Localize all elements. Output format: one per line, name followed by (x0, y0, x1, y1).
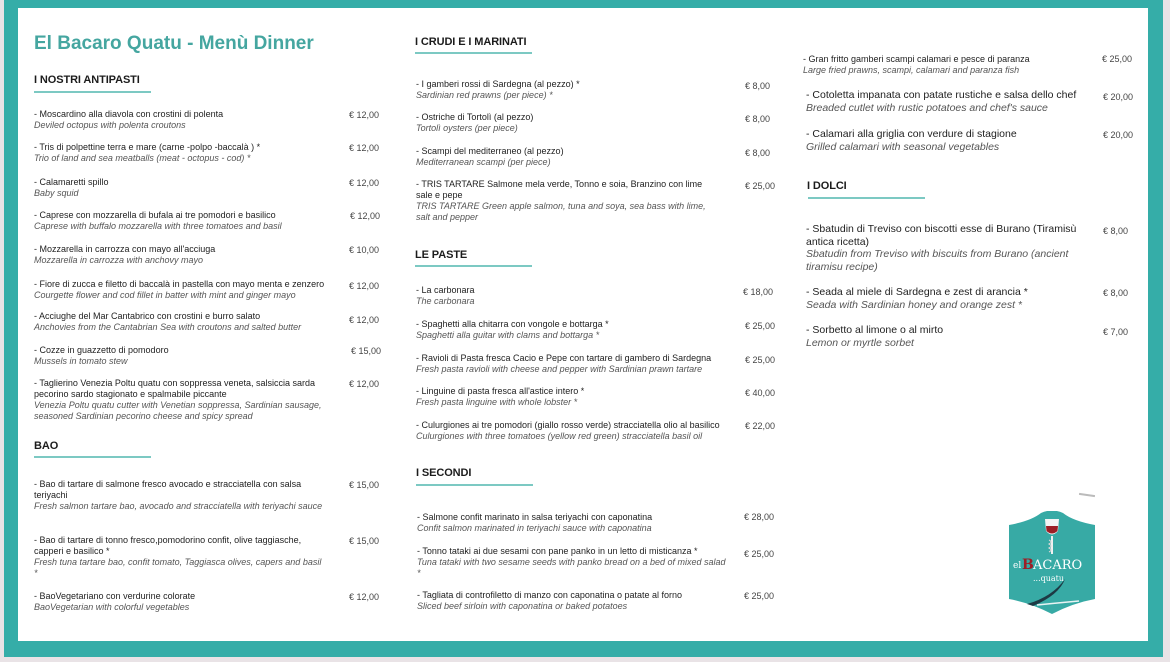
menu-item (34, 109, 339, 131)
item-description: Anchovies from the Cantabrian Sea with croutons and salted butter (34, 322, 302, 332)
item-price: € 12,00 (349, 178, 380, 188)
menu-item (34, 142, 339, 164)
item-price: € 12,00 (349, 281, 380, 291)
menu-item (417, 512, 737, 534)
menu-item (34, 279, 346, 301)
item-price: € 20,00 (1103, 92, 1134, 102)
item-description: Caprese with buffalo mozzarella with three tomatoes and basil (34, 221, 282, 231)
item-name: - Tris di polpettine terra e mare (carne -polpo -baccalà ) * (34, 142, 261, 152)
item-name: - Tagliata di controfiletto di manzo con caponatina o patate al forno (417, 590, 683, 600)
item-price: € 12,00 (349, 110, 380, 120)
item-name: - Calamaretti spillo (34, 177, 109, 187)
item-name: - Spaghetti alla chitarra con vongole e bottarga * (416, 319, 609, 329)
item-description: Mediterranean scampi (per piece) (416, 157, 551, 167)
item-price: € 25,00 (744, 591, 775, 601)
item-name: - Caprese con mozzarella di bufala ai tre pomodori e basilico (34, 210, 276, 220)
item-price: € 15,00 (351, 346, 382, 356)
item-price: € 18,00 (743, 287, 774, 297)
svg-text:el: el (1013, 561, 1022, 571)
menu-item (34, 244, 339, 266)
menu-item (416, 353, 741, 375)
item-description: Confit salmon marinated in teriyachi sauce with caponatina (417, 523, 652, 533)
menu-item (806, 223, 1086, 273)
item-description: Baby squid (34, 188, 79, 198)
item-description: Fresh tuna tartare bao, confit tomato, Taggiasca olives, capers and basil * (34, 557, 322, 578)
section-underline (34, 91, 151, 93)
item-name: - Cozze in guazzetto di pomodoro (34, 345, 169, 355)
item-name: - Gran fritto gamberi scampi calamari e pesce di paranza (803, 54, 1030, 64)
menu-item (417, 546, 727, 579)
svg-text:B: B (1022, 557, 1034, 573)
item-name: - La carbonara (416, 285, 475, 295)
item-description: Large fried prawns, scampi, calamari and paranza fish (803, 65, 1020, 75)
item-description: Fresh salmon tartare bao, avocado and stracciatella with teriyachi sauce (34, 501, 323, 511)
item-description: Tortolì oysters (per piece) (416, 123, 518, 133)
item-price: € 15,00 (349, 480, 380, 490)
section-underline (415, 265, 532, 267)
item-description: Sardinian red prawns (per piece) * (416, 90, 553, 100)
item-name: - Ravioli di Pasta fresca Cacio e Pepe con tartare di gambero di Sardegna (416, 353, 712, 363)
item-price: € 7,00 (1103, 327, 1129, 337)
item-name: - Tonno tataki ai due sesami con pane panko in un letto di misticanza * (417, 546, 698, 556)
item-price: € 25,00 (745, 355, 776, 365)
item-price: € 12,00 (349, 379, 380, 389)
menu-item (416, 112, 726, 134)
item-description: Grilled calamari with seasonal vegetables (806, 140, 1000, 153)
item-description: Sbatudin from Treviso with biscuits from Burano (ancient tiramisu recipe) (806, 248, 1069, 273)
item-price: € 12,00 (349, 315, 380, 325)
item-description: Fresh pasta ravioli with cheese and pepper with Sardinian prawn tartare (416, 364, 703, 374)
menu-item (803, 54, 1093, 76)
item-price: € 25,00 (745, 321, 776, 331)
item-name: - TRIS TARTARE Salmone mela verde, Tonno e soia, Branzino con lime sale e pepe (416, 179, 703, 200)
item-name: - I gamberi rossi di Sardegna (al pezzo) * (416, 79, 580, 89)
item-description: TRIS TARTARE Green apple salmon, tuna and soya, sea bass with lime, salt and pepper (416, 201, 706, 222)
restaurant-logo (1007, 511, 1097, 615)
menu-item (416, 319, 736, 341)
item-description: Venezia Poltu quatu cutter with Venetian soppressa, Sardinian sausage, seasoned Sardinian pecorino cheese and spicy spread (34, 400, 322, 421)
section-underline (34, 456, 151, 458)
item-price: € 20,00 (1103, 130, 1134, 140)
section-title-secondi: I SECONDI (416, 467, 472, 479)
section-underline (416, 484, 533, 486)
item-price: € 40,00 (745, 388, 776, 398)
item-name: - Moscardino alla diavola con crostini di polenta (34, 109, 224, 119)
menu-item (806, 89, 1096, 114)
menu-item (806, 128, 1096, 153)
menu-item (416, 146, 726, 168)
item-price: € 25,00 (1102, 54, 1133, 64)
item-name: - Sorbetto al limone o al mirto (806, 324, 944, 336)
item-name: - Calamari alla griglia con verdure di stagione (806, 128, 1017, 140)
menu-item (34, 345, 339, 367)
item-description: Deviled octopus with polenta croutons (34, 120, 186, 130)
section-title-dolci: I DOLCI (807, 180, 847, 192)
item-description: BaoVegetarian with colorful vegetables (34, 602, 190, 612)
item-price: € 25,00 (745, 181, 776, 191)
item-name: - Cotoletta impanata con patate rustiche e salsa dello chef (806, 89, 1077, 101)
item-description: Mozzarella in carrozza with anchovy mayo (34, 255, 204, 265)
item-price: € 15,00 (349, 536, 380, 546)
menu-item (806, 286, 1096, 311)
menu-title: El Bacaro Quatu - Menù Dinner (34, 33, 314, 54)
menu-item (34, 210, 344, 232)
logo-badge-icon (1007, 511, 1097, 615)
section-underline (808, 197, 925, 199)
item-description: Tuna tataki with two sesame seeds with panko bread on a bed of mixed salad * (417, 557, 726, 578)
menu-item (34, 591, 334, 613)
menu-item (34, 479, 334, 512)
item-name: - Scampi del mediterraneo (al pezzo) (416, 146, 564, 156)
item-name: - Ostriche di Tortolì (al pezzo) (416, 112, 534, 122)
item-name: - Salmone confit marinato in salsa teriyachi con caponatina (417, 512, 653, 522)
item-description: Culurgiones with three tomatoes (yellow red green) stracciatella basil oil (416, 431, 703, 441)
item-name: - Mozzarella in carrozza con mayo all'acciuga (34, 244, 216, 254)
menu-item (417, 590, 737, 612)
section-underline (415, 52, 532, 54)
menu-item (34, 378, 334, 422)
item-price: € 8,00 (745, 114, 771, 124)
svg-text:...quatu: ...quatu (1033, 574, 1065, 583)
item-price: € 8,00 (1103, 288, 1129, 298)
item-description: Spaghetti alla guitar with clams and bottarga * (416, 330, 600, 340)
item-name: - Seada al miele di Sardegna e zest di arancia * (806, 286, 1028, 298)
item-name: - Bao di tartare di salmone fresco avocado e stracciatella con salsa teriyachi (34, 479, 302, 500)
item-name: - Bao di tartare di tonno fresco,pomodorino confit, olive taggiasche, capperi e basilico * (34, 535, 302, 556)
item-name: - Fiore di zucca e filetto di baccalà in pastella con mayo menta e zenzero (34, 279, 325, 289)
item-price: € 8,00 (1103, 226, 1129, 236)
menu-item (34, 177, 339, 199)
menu-item (34, 535, 324, 579)
item-price: € 12,00 (349, 592, 380, 602)
menu-item (416, 79, 726, 101)
section-title-crudi: I CRUDI E I MARINATI (415, 36, 527, 48)
menu-item (806, 324, 1096, 349)
item-description: Courgette flower and cod fillet in batter with mint and ginger mayo (34, 290, 296, 300)
item-name: - Linguine di pasta fresca all'astice intero * (416, 386, 585, 396)
item-price: € 12,00 (349, 143, 380, 153)
item-name: - Sbatudin di Treviso con biscotti esse di Burano (Tiramisù antica ricetta) (806, 223, 1077, 248)
item-price: € 8,00 (745, 148, 771, 158)
menu-item (416, 386, 736, 408)
menu-item (416, 420, 741, 442)
item-name: - BaoVegetariano con verdurine colorate (34, 591, 196, 601)
item-description: Lemon or myrtle sorbet (806, 336, 914, 349)
item-description: Seada with Sardinian honey and orange zest * (806, 298, 1022, 311)
item-price: € 8,00 (745, 81, 771, 91)
item-price: € 25,00 (744, 549, 775, 559)
item-name: - Acciughe del Mar Cantabrico con crostini e burro salato (34, 311, 261, 321)
item-price: € 22,00 (745, 421, 776, 431)
menu-item (416, 285, 736, 307)
item-description: Trio of land and sea meatballs (meat - octopus - cod) * (34, 153, 251, 163)
svg-text:ACARO: ACARO (1033, 558, 1083, 573)
menu-item (34, 311, 339, 333)
item-price: € 10,00 (349, 245, 380, 255)
item-price: € 28,00 (744, 512, 775, 522)
item-description: Mussels in tomato stew (34, 356, 128, 366)
item-name: - Taglierino Venezia Poltu quatu con soppressa veneta, salsiccia sarda pecorino sardo stagionato e spalmabile piccante (34, 378, 316, 399)
item-description: The carbonara (416, 296, 475, 306)
item-description: Fresh pasta linguine with whole lobster * (416, 397, 578, 407)
section-title-bao: BAO (34, 440, 59, 452)
section-title-antipasti: I NOSTRI ANTIPASTI (34, 74, 140, 86)
menu-item (416, 179, 716, 223)
item-description: Breaded cutlet with rustic potatoes and chef's sauce (806, 101, 1048, 114)
item-description: Sliced beef sirloin with caponatina or baked potatoes (417, 601, 628, 611)
section-title-paste: LE PASTE (415, 249, 468, 261)
item-name: - Culurgiones ai tre pomodori (giallo rosso verde) stracciatella olio al basilico (416, 420, 720, 430)
item-price: € 12,00 (350, 211, 381, 221)
